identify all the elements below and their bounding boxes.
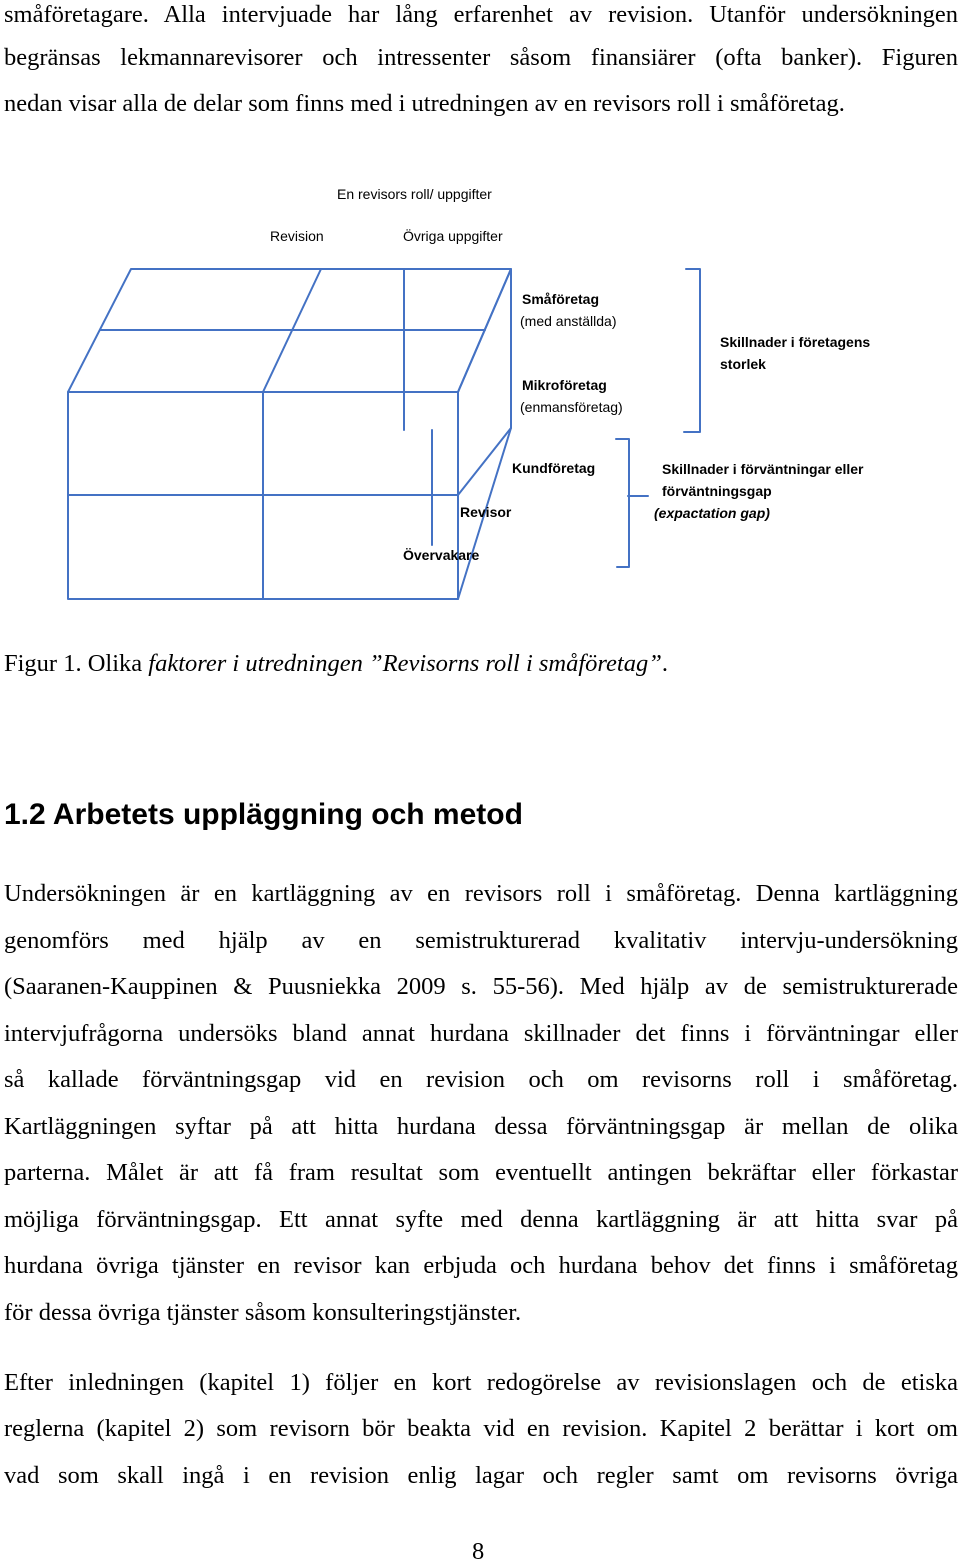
para1-line: Kartläggningen syftar på att hitta hurdana dessa förväntningsgap är mellan de olika — [4, 1113, 958, 1140]
para1-line: parterna. Målet är att få fram resultat som eventuellt antingen bekräftar eller förkastar — [4, 1159, 958, 1186]
label-skillnader-storlek: Skillnader i företagens — [720, 334, 871, 350]
para2-line: vad som skall ingå i en revision enlig lagar och regler samt om revisorns övriga — [4, 1462, 958, 1489]
para1-line: (Saaranen-Kauppinen & Puusniekka 2009 s. 55-56). Med hjälp av de semistrukturerade — [4, 973, 958, 1000]
section-heading: 1.2 Arbetets uppläggning och metod — [4, 798, 523, 831]
page-number: 8 — [472, 1538, 485, 1565]
para1-line: genomförs med hjälp av en semistrukturerad kvalitativ intervju-undersökning — [4, 927, 958, 954]
para1-line: för dessa övriga tjänster såsom konsulteringstjänster. — [4, 1299, 522, 1326]
intro-line: begränsas lekmannarevisorer och intressenter såsom finansiärer (ofta banker). Figuren — [4, 44, 958, 71]
label-skillnader-storlek-2: storlek — [720, 356, 766, 372]
label-overvakare: Övervakare — [403, 547, 480, 563]
intro-line: nedan visar alla de delar som finns med i utredningen av en revisors roll i småföretag. — [4, 90, 845, 117]
caption-italic: faktorer i utredningen ”Revisorns roll i småföretag” — [148, 650, 662, 677]
intro-line: småföretagare. Alla intervjuade har lång erfarenhet av revision. Utanför undersökningen — [4, 1, 958, 28]
para1-line: Undersökningen är en kartläggning av en revisors roll i småföretag. Denna kartläggning — [4, 880, 958, 907]
para1-line: intervjufrågorna undersöks bland annat hurdana skillnader det finns i förväntningar eller — [4, 1020, 958, 1047]
label-enmansforetag: (enmansföretag) — [520, 399, 623, 415]
para2-line: Efter inledningen (kapitel 1) följer en kort redogörelse av revisionslagen och de etiska — [4, 1369, 958, 1396]
figure-role-diagram — [0, 160, 960, 600]
label-revisor: Revisor — [460, 504, 512, 520]
diagram-cube-and-brackets — [0, 160, 960, 600]
label-smaforetag: Småföretag — [522, 291, 600, 307]
caption-suffix: . — [661, 650, 668, 677]
label-skillnader-forvantningar: Skillnader i förväntningar eller — [662, 461, 864, 477]
label-revision: Revision — [270, 228, 324, 244]
para1-line: så kallade förväntningsgap vid en revision och om revisorns roll i småföretag. — [4, 1066, 958, 1093]
para1-line: hurdana övriga tjänster en revisor kan erbjuda och hurdana behov det finns i småföretag — [4, 1252, 958, 1279]
para2-line: reglerna (kapitel 2) som revisorn bör beakta vid en revision. Kapitel 2 berättar i kort om — [4, 1415, 958, 1442]
para1-line: möjliga förväntningsgap. Ett annat syfte med denna kartläggning är att hitta svar på — [4, 1206, 958, 1233]
figure-title: En revisors roll/ uppgifter — [337, 186, 492, 202]
label-expectation-gap: (expactation gap) — [654, 505, 770, 521]
figure-caption — [4, 649, 668, 679]
caption-prefix: Figur 1. Olika — [4, 650, 149, 677]
label-mikroforetag: Mikroföretag — [522, 377, 607, 393]
label-ovriga-uppgifter: Övriga uppgifter — [403, 228, 503, 244]
label-kundforetag: Kundföretag — [512, 460, 596, 476]
label-med-anstallda: (med anställda) — [520, 313, 617, 329]
label-forvantningsgap: förväntningsgap — [662, 483, 772, 499]
